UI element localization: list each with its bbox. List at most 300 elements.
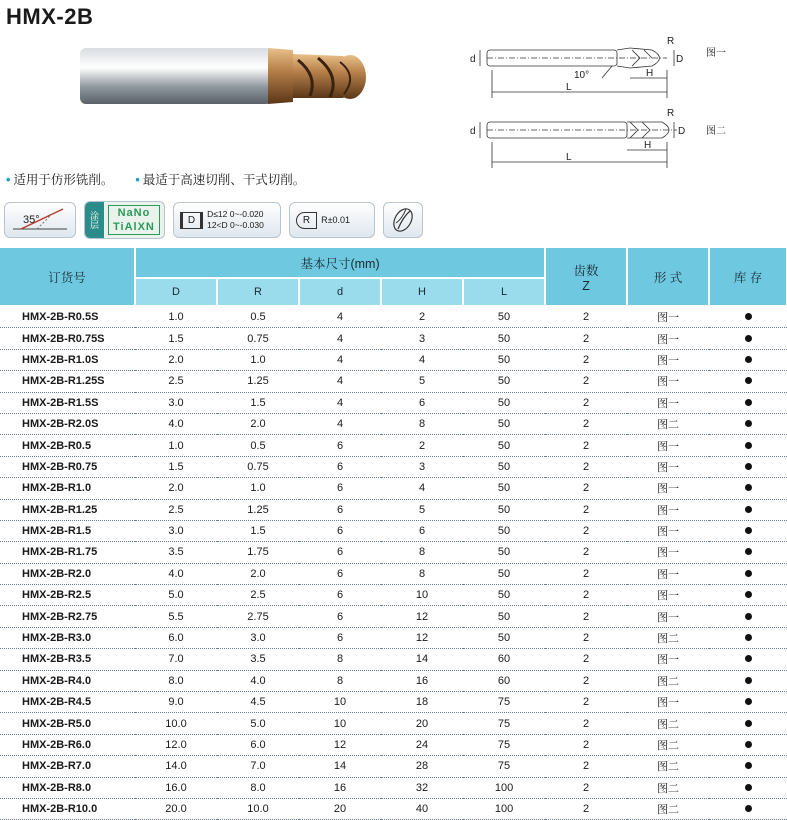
order-code-cell: HMX-2B-R0.5 (0, 435, 135, 456)
table-cell: 1.0 (217, 478, 299, 499)
table-cell: 6 (299, 542, 381, 563)
table-cell: 2.5 (135, 371, 217, 392)
table-row (0, 435, 787, 456)
order-code-cell: HMX-2B-R1.0S (0, 349, 135, 370)
table-cell: 1.75 (217, 542, 299, 563)
stock-cell (709, 777, 787, 798)
table-row (0, 456, 787, 477)
in-stock-dot-icon (745, 356, 752, 363)
feature-item: • 最适于高速切削、干式切削。 (135, 173, 306, 187)
stock-cell (709, 627, 787, 648)
table-cell: 75 (463, 734, 545, 755)
table-cell: 2 (545, 478, 627, 499)
label-D1: D (676, 54, 684, 65)
table-cell: 1.5 (217, 392, 299, 413)
table-cell: 8 (381, 563, 463, 584)
end-mill-photo (78, 40, 378, 120)
table-cell: 2 (545, 649, 627, 670)
subheader-D: D (135, 278, 217, 306)
table-cell: 2 (545, 627, 627, 648)
stock-cell (709, 413, 787, 434)
table-row (0, 798, 787, 819)
fig2-label: 图二 (706, 126, 726, 137)
order-code-cell: HMX-2B-R2.75 (0, 606, 135, 627)
table-cell: 6.0 (217, 734, 299, 755)
table-cell: 4 (299, 306, 381, 328)
subheader-L: L (463, 278, 545, 306)
table-row (0, 649, 787, 670)
order-code-cell: HMX-2B-R2.0 (0, 563, 135, 584)
table-cell: 8 (299, 670, 381, 691)
table-row (0, 627, 787, 648)
order-code-cell: HMX-2B-R3.0 (0, 627, 135, 648)
table-row (0, 713, 787, 734)
table-cell: 12 (381, 627, 463, 648)
table-cell: 图一 (627, 478, 709, 499)
table-cell: 图二 (627, 798, 709, 819)
table-cell: 图一 (627, 520, 709, 541)
table-row (0, 756, 787, 777)
table-cell: 6 (299, 435, 381, 456)
table-cell: 1.0 (135, 306, 217, 328)
ball-nose-icon (383, 202, 423, 238)
table-row (0, 670, 787, 691)
table-cell: 4 (299, 392, 381, 413)
table-cell: 50 (463, 328, 545, 349)
stock-cell (709, 520, 787, 541)
table-cell: 2 (545, 413, 627, 434)
table-cell: 5.5 (135, 606, 217, 627)
dimension-diagram (462, 30, 782, 180)
table-cell: 50 (463, 478, 545, 499)
table-cell: 2 (545, 563, 627, 584)
in-stock-dot-icon (745, 335, 752, 342)
stock-cell (709, 478, 787, 499)
header-code: 订货号 (0, 248, 135, 306)
stock-cell (709, 670, 787, 691)
table-cell: 2 (545, 499, 627, 520)
stock-cell (709, 542, 787, 563)
table-cell: 2 (545, 392, 627, 413)
table-cell: 2 (545, 692, 627, 713)
table-cell: 0.75 (217, 328, 299, 349)
table-cell: 50 (463, 306, 545, 328)
table-row (0, 520, 787, 541)
table-cell: 50 (463, 499, 545, 520)
order-code-cell: HMX-2B-R2.5 (0, 585, 135, 606)
table-cell: 图一 (627, 328, 709, 349)
table-cell: 7.0 (135, 649, 217, 670)
table-cell: 50 (463, 371, 545, 392)
table-cell: 10.0 (135, 713, 217, 734)
table-cell: 10 (299, 713, 381, 734)
table-cell: 2 (545, 456, 627, 477)
table-cell: 6 (299, 563, 381, 584)
in-stock-dot-icon (745, 591, 752, 598)
table-cell: 1.25 (217, 499, 299, 520)
table-cell: 16 (381, 670, 463, 691)
table-cell: 6 (381, 392, 463, 413)
page-title: HMX-2B (6, 4, 94, 29)
order-code-cell: HMX-2B-R3.5 (0, 649, 135, 670)
table-cell: 2.0 (135, 349, 217, 370)
table-cell: 32 (381, 777, 463, 798)
subheader-d: d (299, 278, 381, 306)
helix-angle-icon (4, 202, 76, 238)
stock-cell (709, 649, 787, 670)
table-row (0, 542, 787, 563)
stock-cell (709, 756, 787, 777)
order-code-cell: HMX-2B-R7.0 (0, 756, 135, 777)
table-cell: 20.0 (135, 798, 217, 819)
table-cell: 2 (545, 435, 627, 456)
table-cell: 6 (299, 606, 381, 627)
table-cell: 图一 (627, 392, 709, 413)
table-cell: 20 (381, 713, 463, 734)
in-stock-dot-icon (745, 805, 752, 812)
stock-cell (709, 435, 787, 456)
table-cell: 图一 (627, 563, 709, 584)
label-l2: L (566, 152, 572, 163)
in-stock-dot-icon (745, 527, 752, 534)
table-cell: 50 (463, 520, 545, 541)
table-cell: 3.5 (135, 542, 217, 563)
table-cell: 图二 (627, 777, 709, 798)
table-cell: 3.0 (135, 520, 217, 541)
table-row (0, 606, 787, 627)
table-cell: 4.0 (217, 670, 299, 691)
order-code-cell: HMX-2B-R10.0 (0, 798, 135, 819)
table-cell: 图二 (627, 756, 709, 777)
table-cell: 12.0 (135, 734, 217, 755)
stock-cell (709, 798, 787, 819)
table-row (0, 734, 787, 755)
table-cell: 2 (545, 349, 627, 370)
table-cell: 2 (545, 798, 627, 819)
order-code-cell: HMX-2B-R1.25 (0, 499, 135, 520)
table-cell: 2.0 (135, 478, 217, 499)
order-code-cell: HMX-2B-R1.75 (0, 542, 135, 563)
stock-cell (709, 499, 787, 520)
table-row (0, 349, 787, 370)
order-code-cell: HMX-2B-R1.0 (0, 478, 135, 499)
table-cell: 50 (463, 606, 545, 627)
table-row (0, 692, 787, 713)
order-code-cell: HMX-2B-R0.5S (0, 306, 135, 328)
subheader-H: H (381, 278, 463, 306)
table-cell: 1.5 (135, 456, 217, 477)
table-cell: 12 (299, 734, 381, 755)
table-cell: 50 (463, 585, 545, 606)
table-cell: 0.5 (217, 306, 299, 328)
table-cell: 图一 (627, 456, 709, 477)
in-stock-dot-icon (745, 741, 752, 748)
in-stock-dot-icon (745, 634, 752, 641)
table-cell: 6 (299, 456, 381, 477)
table-cell: 0.75 (217, 456, 299, 477)
stock-cell (709, 606, 787, 627)
table-cell: 3.0 (135, 392, 217, 413)
table-cell: 6 (299, 585, 381, 606)
order-code-cell: HMX-2B-R2.0S (0, 413, 135, 434)
table-cell: 50 (463, 456, 545, 477)
label-d2: d (470, 126, 476, 137)
table-cell: 2 (545, 585, 627, 606)
stock-cell (709, 306, 787, 328)
table-cell: 4 (299, 413, 381, 434)
table-cell: 50 (463, 413, 545, 434)
table-cell: 图一 (627, 692, 709, 713)
table-cell: 2 (545, 371, 627, 392)
table-row (0, 585, 787, 606)
table-cell: 6 (299, 627, 381, 648)
table-cell: 8.0 (135, 670, 217, 691)
table-cell: 50 (463, 392, 545, 413)
in-stock-dot-icon (745, 613, 752, 620)
table-row (0, 499, 787, 520)
table-cell: 2 (545, 542, 627, 563)
table-cell: 2.5 (135, 499, 217, 520)
order-code-cell: HMX-2B-R4.0 (0, 670, 135, 691)
radius-tolerance-icon: R R±0.01 (289, 202, 375, 238)
table-cell: 2.0 (217, 413, 299, 434)
table-cell: 图一 (627, 371, 709, 392)
stock-cell (709, 692, 787, 713)
table-cell: 图二 (627, 734, 709, 755)
table-cell: 16.0 (135, 777, 217, 798)
table-cell: 5.0 (135, 585, 217, 606)
in-stock-dot-icon (745, 784, 752, 791)
spec-icons (4, 199, 423, 241)
order-code-cell: HMX-2B-R0.75S (0, 328, 135, 349)
table-cell: 2 (381, 435, 463, 456)
table-row (0, 478, 787, 499)
table-cell: 60 (463, 670, 545, 691)
svg-text:35°: 35° (23, 214, 40, 226)
table-cell: 2 (545, 520, 627, 541)
table-cell: 8 (299, 649, 381, 670)
in-stock-dot-icon (745, 313, 752, 320)
in-stock-dot-icon (745, 399, 752, 406)
table-cell: 6 (299, 520, 381, 541)
table-cell: 14 (299, 756, 381, 777)
order-code-cell: HMX-2B-R4.5 (0, 692, 135, 713)
table-cell: 100 (463, 798, 545, 819)
table-cell: 4 (381, 349, 463, 370)
coating-badge: 涂层 NaNo TiAlXN (84, 201, 165, 239)
in-stock-dot-icon (745, 720, 752, 727)
order-code-cell: HMX-2B-R1.5S (0, 392, 135, 413)
table-cell: 2 (545, 756, 627, 777)
in-stock-dot-icon (745, 698, 752, 705)
table-cell: 图二 (627, 413, 709, 434)
table-cell: 2 (545, 777, 627, 798)
header-dims: 基本尺寸(mm) (135, 248, 545, 278)
stock-cell (709, 392, 787, 413)
table-cell: 16 (299, 777, 381, 798)
feature-list (6, 170, 305, 188)
table-cell: 12 (381, 606, 463, 627)
table-cell: 图二 (627, 713, 709, 734)
table-cell: 图一 (627, 585, 709, 606)
table-cell: 1.25 (217, 371, 299, 392)
table-cell: 3.0 (217, 627, 299, 648)
table-cell: 3 (381, 328, 463, 349)
header-form: 形 式 (627, 248, 709, 306)
label-h2: H (644, 140, 652, 151)
stock-cell (709, 328, 787, 349)
table-cell: 图二 (627, 627, 709, 648)
subheader-R: R (217, 278, 299, 306)
table-cell: 7.0 (217, 756, 299, 777)
table-cell: 图一 (627, 542, 709, 563)
table-cell: 75 (463, 692, 545, 713)
in-stock-dot-icon (745, 463, 752, 470)
table-row (0, 413, 787, 434)
table-cell: 4 (299, 349, 381, 370)
table-cell: 18 (381, 692, 463, 713)
table-cell: 3.5 (217, 649, 299, 670)
table-cell: 图二 (627, 670, 709, 691)
stock-cell (709, 563, 787, 584)
table-row (0, 392, 787, 413)
table-cell: 2 (545, 734, 627, 755)
table-cell: 图一 (627, 606, 709, 627)
product-table (0, 248, 787, 820)
label-l1: L (566, 82, 572, 93)
table-cell: 5 (381, 371, 463, 392)
table-cell: 2.5 (217, 585, 299, 606)
table-cell: 2.75 (217, 606, 299, 627)
in-stock-dot-icon (745, 677, 752, 684)
table-cell: 2 (545, 670, 627, 691)
table-cell: 75 (463, 756, 545, 777)
table-cell: 2 (545, 328, 627, 349)
table-cell: 4.5 (217, 692, 299, 713)
table-cell: 6 (299, 478, 381, 499)
label-r2: R (667, 108, 675, 119)
table-cell: 6.0 (135, 627, 217, 648)
table-cell: 1.0 (217, 349, 299, 370)
table-cell: 50 (463, 563, 545, 584)
table-row (0, 563, 787, 584)
table-row (0, 371, 787, 392)
table-cell: 40 (381, 798, 463, 819)
table-cell: 1.5 (217, 520, 299, 541)
label-D2: D (678, 126, 686, 137)
stock-cell (709, 349, 787, 370)
table-row (0, 306, 787, 328)
table-cell: 4.0 (135, 563, 217, 584)
in-stock-dot-icon (745, 762, 752, 769)
table-cell: 10 (299, 692, 381, 713)
in-stock-dot-icon (745, 420, 752, 427)
table-cell: 2 (545, 606, 627, 627)
stock-cell (709, 371, 787, 392)
in-stock-dot-icon (745, 548, 752, 555)
header-stock: 库 存 (709, 248, 787, 306)
in-stock-dot-icon (745, 377, 752, 384)
table-cell: 8 (381, 542, 463, 563)
table-cell: 0.5 (217, 435, 299, 456)
table-cell: 2 (545, 306, 627, 328)
table-cell: 1.5 (135, 328, 217, 349)
table-cell: 24 (381, 734, 463, 755)
table-cell: 5.0 (217, 713, 299, 734)
table-cell: 8 (381, 413, 463, 434)
table-cell: 20 (299, 798, 381, 819)
order-code-cell: HMX-2B-R8.0 (0, 777, 135, 798)
table-cell: 图一 (627, 306, 709, 328)
table-cell: 图一 (627, 349, 709, 370)
table-cell: 5 (381, 499, 463, 520)
table-cell: 50 (463, 542, 545, 563)
fig1-label: 图一 (706, 48, 726, 59)
table-cell: 6 (381, 520, 463, 541)
order-code-cell: HMX-2B-R1.5 (0, 520, 135, 541)
table-cell: 2 (381, 306, 463, 328)
table-cell: 50 (463, 435, 545, 456)
label-r1: R (667, 36, 675, 47)
table-cell: 2 (545, 713, 627, 734)
in-stock-dot-icon (745, 484, 752, 491)
table-cell: 75 (463, 713, 545, 734)
table-cell: 6 (299, 499, 381, 520)
table-cell: 50 (463, 627, 545, 648)
diameter-tolerance-icon: D D≤12 0~-0.020 12<D 0~-0.030 (173, 202, 281, 238)
in-stock-dot-icon (745, 570, 752, 577)
table-cell: 8.0 (217, 777, 299, 798)
stock-cell (709, 713, 787, 734)
table-cell: 图一 (627, 499, 709, 520)
label-angle: 10° (574, 70, 590, 81)
table-cell: 3 (381, 456, 463, 477)
table-cell: 100 (463, 777, 545, 798)
table-cell: 1.0 (135, 435, 217, 456)
in-stock-dot-icon (745, 506, 752, 513)
stock-cell (709, 585, 787, 606)
table-cell: 图一 (627, 435, 709, 456)
table-row (0, 328, 787, 349)
table-cell: 4 (299, 371, 381, 392)
stock-cell (709, 456, 787, 477)
table-cell: 50 (463, 349, 545, 370)
feature-item: • 适用于仿形铣削。 (6, 173, 114, 187)
label-d1: d (470, 54, 476, 65)
in-stock-dot-icon (745, 442, 752, 449)
label-h1: H (646, 68, 654, 79)
table-cell: 图一 (627, 649, 709, 670)
table-cell: 4 (299, 328, 381, 349)
table-cell: 28 (381, 756, 463, 777)
table-cell: 4 (381, 478, 463, 499)
table-row (0, 777, 787, 798)
order-code-cell: HMX-2B-R6.0 (0, 734, 135, 755)
table-cell: 9.0 (135, 692, 217, 713)
order-code-cell: HMX-2B-R5.0 (0, 713, 135, 734)
order-code-cell: HMX-2B-R1.25S (0, 371, 135, 392)
order-code-cell: HMX-2B-R0.75 (0, 456, 135, 477)
table-cell: 10 (381, 585, 463, 606)
table-cell: 2.0 (217, 563, 299, 584)
stock-cell (709, 734, 787, 755)
header-teeth: 齿数 Z (545, 248, 627, 306)
table-cell: 14.0 (135, 756, 217, 777)
table-cell: 4.0 (135, 413, 217, 434)
table-cell: 14 (381, 649, 463, 670)
table-cell: 60 (463, 649, 545, 670)
in-stock-dot-icon (745, 655, 752, 662)
